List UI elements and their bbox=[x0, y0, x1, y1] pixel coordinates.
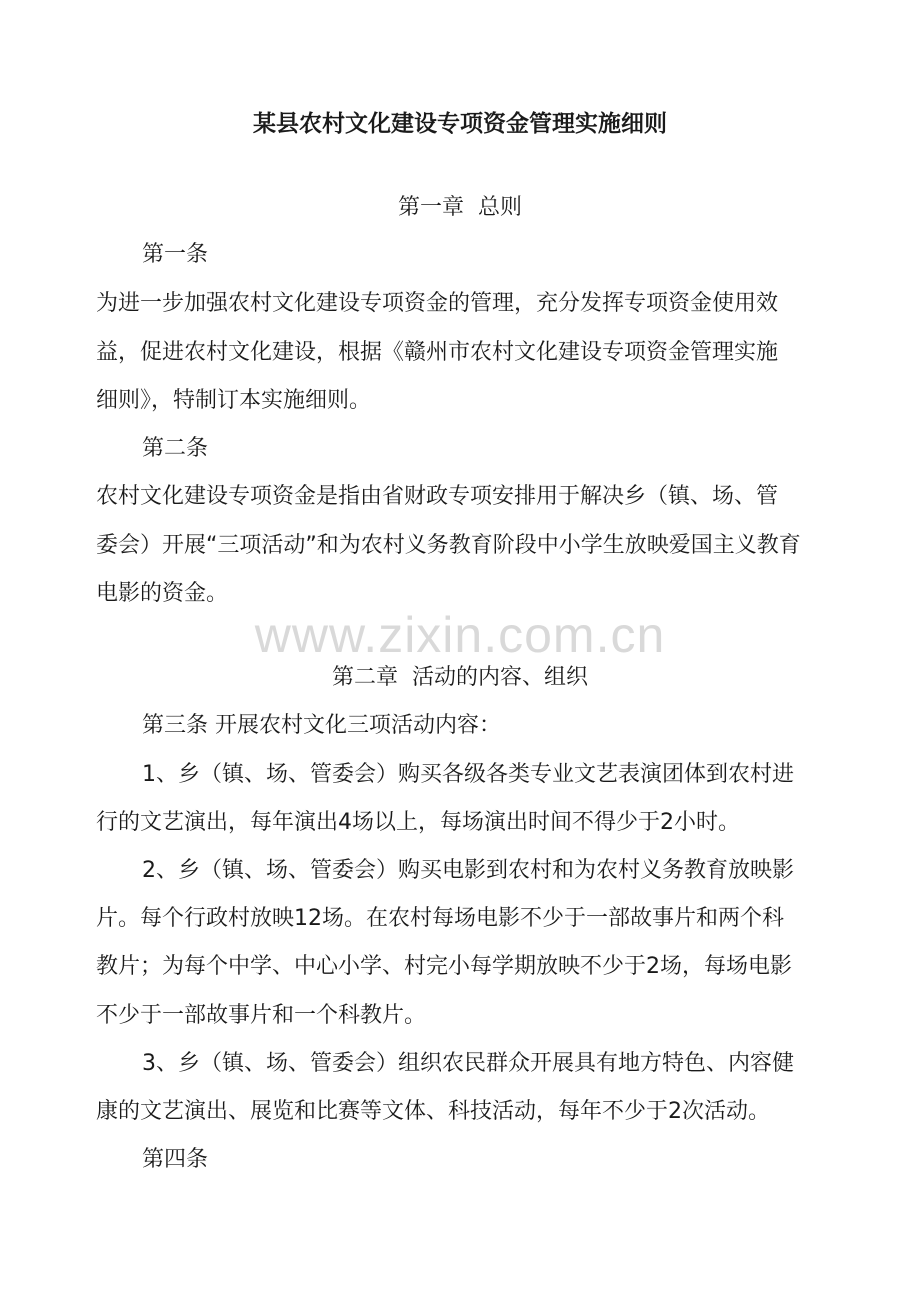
chapter-1-heading: 第一章 总则 bbox=[398, 195, 522, 220]
watermark: www.zixin.com.cn bbox=[254, 607, 666, 663]
article-3-item-1-line: 行的文艺演出，每年演出4场以上，每场演出时间不得少于2小时。 bbox=[96, 810, 740, 835]
article-3-item-3-line: 3、乡（镇、场、管委会）组织农民群众开展具有地方特色、内容健 bbox=[142, 1051, 794, 1076]
document-title: 某县农村文化建设专项资金管理实施细则 bbox=[253, 111, 667, 137]
article-3-item-3-line: 康的文艺演出、展览和比赛等文体、科技活动，每年不少于2次活动。 bbox=[96, 1099, 770, 1124]
chapter-2-heading: 第二章 活动的内容、组织 bbox=[332, 665, 588, 690]
article-1-line: 细则》，特制订本实施细则。 bbox=[96, 388, 372, 413]
article-3-item-2-line: 不少于一部故事片和一个科教片。 bbox=[96, 1003, 427, 1028]
article-2-line: 农村文化建设专项资金是指由省财政专项安排用于解决乡（镇、场、管 bbox=[96, 484, 779, 509]
article-3-item-2-line: 教片；为每个中学、中心小学、村完小每学期放映不少于2场，每场电影 bbox=[96, 954, 792, 979]
article-2-line: 电影的资金。 bbox=[96, 581, 229, 606]
article-4-label: 第四条 bbox=[142, 1147, 209, 1172]
article-3-item-2-line: 2、乡（镇、场、管委会）购买电影到农村和为农村义务教育放映影 bbox=[142, 858, 794, 883]
article-2-label: 第二条 bbox=[142, 436, 209, 461]
article-3-item-2-line: 片。每个行政村放映12场。在农村每场电影不少于一部故事片和两个科 bbox=[96, 906, 784, 931]
article-3-item-1-line: 1、乡（镇、场、管委会）购买各级各类专业文艺表演团体到农村进 bbox=[142, 762, 794, 787]
article-2-line: 委会）开展“三项活动”和为农村义务教育阶段中小学生放映爱国主义教育 bbox=[96, 533, 801, 558]
article-3-heading: 第三条 开展农村文化三项活动内容： bbox=[142, 713, 501, 738]
article-1-line: 益，促进农村文化建设，根据《赣州市农村文化建设专项资金管理实施 bbox=[96, 340, 779, 365]
article-1-label: 第一条 bbox=[142, 242, 209, 267]
article-1-line: 为进一步加强农村文化建设专项资金的管理，充分发挥专项资金使用效 bbox=[96, 291, 779, 316]
